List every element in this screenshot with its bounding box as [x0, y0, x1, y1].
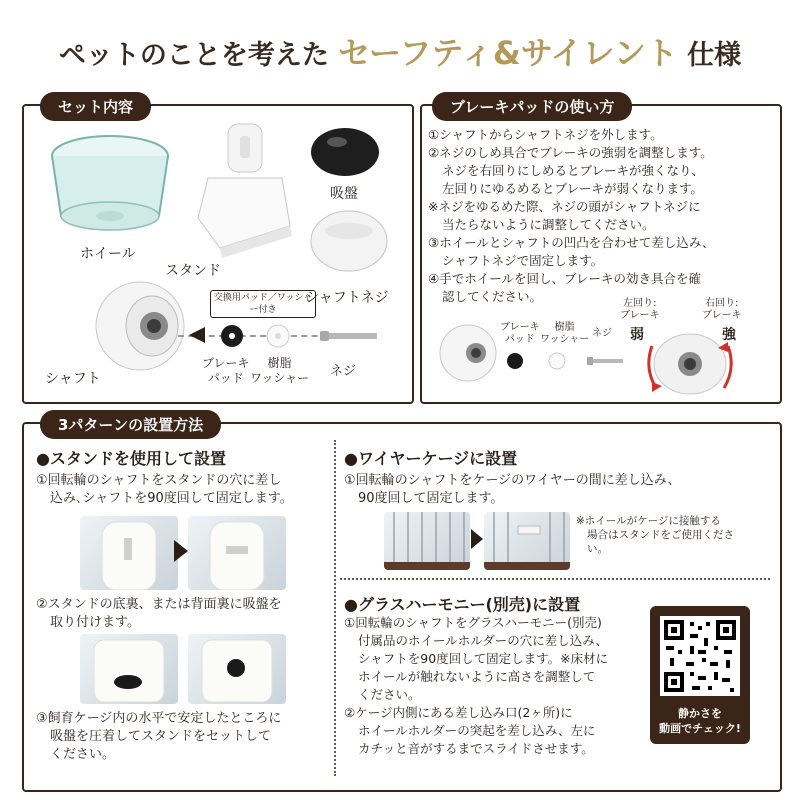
stand-label: スタンド — [165, 263, 221, 279]
diagram-pad-image — [506, 352, 524, 370]
install-tab: 3パターンの設置方法 — [40, 410, 221, 439]
grass-step-2-line3: カチッと音がするまでスライドさせます。 — [358, 741, 594, 756]
stand-step-3 — [36, 710, 328, 764]
brake-step-2-line3: 左回りにゆるめるとブレーキが弱くなります。 — [442, 181, 704, 196]
stand-step-3-line3: ください。 — [50, 747, 116, 762]
brake-pad-tab: ブレーキパッドの使い方 — [432, 92, 632, 121]
stand-step-3-line1: ③飼育ケージ内の水平で安定したところに — [36, 711, 282, 726]
screw-image — [318, 328, 382, 344]
wire-note-line2: 場合はスタンドをご使用くださ — [587, 529, 734, 541]
qr-caption-line1: 静かさを — [678, 707, 722, 720]
suction-label: 吸盤 — [330, 186, 358, 202]
wire-step-1 — [344, 472, 764, 508]
stand-step-1-line2: 込み､シャフトを90度回して固定します。 — [50, 491, 293, 506]
stand-step-1 — [36, 472, 328, 508]
arrow-left-icon — [187, 326, 207, 344]
exchange-parts-text: 交換用パッド／ワッシャー付き — [213, 293, 313, 315]
brake-shaft-image — [438, 322, 500, 384]
grass-steps — [344, 614, 644, 758]
shaft-screw-label: シャフトネジ — [305, 290, 389, 306]
stand-step-2-line1: ②スタンドの底裏、または背面裏に吸盤を — [36, 597, 282, 612]
suction-photo-back — [188, 634, 286, 704]
wire-arrow-icon — [470, 528, 484, 550]
brake-note-line2: 当たらないように調整してください。 — [442, 217, 655, 232]
stand-step-3-line2: 吸盤を圧着してスタンドをセットして — [50, 729, 272, 744]
grass-step-1-line5: ください。 — [358, 687, 421, 702]
page-title — [0, 28, 800, 74]
brake-steps — [428, 126, 773, 306]
stand-image — [190, 118, 300, 258]
install-divider-vertical — [334, 440, 336, 776]
right-turn-label: 右回り: ブレーキ — [702, 298, 742, 321]
grass-step-2-line1: ②ケージ内側にある差し込み口(2ヶ所)に — [344, 705, 573, 720]
qr-caption-line2: 動画でチェック! — [659, 722, 741, 735]
set-contents-tab: セット内容 — [40, 92, 151, 121]
stand-step-2 — [36, 596, 328, 632]
stand-photo-before — [80, 516, 178, 590]
wire-note-line1: ※ホイールがケージに接触する — [576, 515, 721, 527]
rotation-wheel-image — [640, 332, 740, 396]
wheel-label: ホイール — [80, 246, 136, 262]
brake-pad-image — [220, 324, 244, 348]
diagram-washer-image — [548, 352, 566, 370]
wire-photo-after — [484, 512, 570, 570]
qr-caption — [650, 706, 750, 736]
qr-card[interactable] — [650, 606, 750, 744]
stand-photo-after — [188, 516, 286, 590]
wire-step-1-line2: 90度回して固定します。 — [358, 491, 504, 506]
diagram-washer-label: 樹脂 ワッシャー — [540, 322, 590, 345]
wire-photo-before — [384, 512, 470, 570]
suction-cup-image — [305, 122, 385, 182]
wire-note — [576, 514, 734, 556]
resin-washer-image — [266, 324, 290, 348]
strong-label: 強 — [722, 327, 736, 343]
brake-step-2-line2: ネジを右回りにしめるとブレーキが強くなり、 — [442, 163, 705, 178]
brake-step-4: ④手でホイールを回し、ブレーキの効き具合を確 — [428, 271, 701, 286]
weak-label: 弱 — [630, 327, 644, 343]
exchange-parts-badge — [210, 290, 316, 318]
shaft-screw-image — [305, 205, 393, 277]
brake-step-3-line2: シャフトネジで固定します。 — [442, 253, 604, 268]
diagram-pad-label: ブレーキ パッド — [500, 322, 540, 345]
stand-step-2-line2: 取り付けます。 — [50, 615, 140, 630]
grass-step-2-line2: ホイールホルダーの突起を差し込み、左に — [358, 723, 596, 738]
brake-step-3: ③ホイールとシャフトの凹凸を合わせて差し込み、 — [428, 235, 715, 250]
diagram-screw-image — [586, 356, 626, 366]
brake-step-4-line2: 認してください。 — [442, 289, 543, 304]
left-turn-label: 左回り: ブレーキ — [620, 298, 660, 321]
stand-method-heading: ●スタンドを使用して設置 — [36, 449, 226, 468]
brake-note-line1: ※ネジをゆるめた際、ネジの頭がシャフトネジに — [428, 199, 701, 214]
title-accent: セーフティ&サイレント — [338, 34, 678, 72]
grass-step-1-line4: ホイールが触れないように高さを調整して — [358, 669, 596, 684]
grass-step-1-line3: シャフトを90度回して固定します。※床材に — [358, 651, 609, 666]
wheel-image — [45, 128, 175, 238]
wire-note-line3: い。 — [587, 543, 608, 555]
grass-step-1-line1: ①回転輪のシャフトをグラスハーモニー(別売) — [344, 615, 602, 630]
screw-label: ネジ — [330, 364, 357, 379]
wire-step-1-line1: ①回転輪のシャフトをケージのワイヤーの間に差し込み、 — [344, 473, 681, 488]
wire-method-heading: ●ワイヤーケージに設置 — [344, 449, 518, 468]
brake-step-1: ①シャフトからシャフトネジを外します。 — [428, 127, 663, 142]
title-suffix: 仕様 — [687, 40, 742, 71]
shaft-image — [92, 278, 192, 374]
grass-step-1-line2: 付属品のホイールホルダーの穴に差し込み、 — [358, 633, 609, 648]
install-divider-horizontal — [340, 578, 770, 580]
qr-code-icon[interactable] — [660, 616, 740, 696]
diagram-screw-label: ネジ — [592, 328, 612, 339]
stand-step-1-line1: ①回転輪のシャフトをスタンドの穴に差し — [36, 473, 282, 488]
suction-photo-bottom — [80, 634, 178, 704]
brake-pad-label: ブレーキ パッド — [202, 356, 250, 385]
brake-step-2: ②ネジのしめ具合でブレーキの強弱を調整します。 — [428, 145, 713, 160]
resin-washer-label: 樹脂 ワッシャー — [250, 356, 310, 385]
title-prefix: ペットのことを考えた — [58, 40, 329, 71]
grass-method-heading: ●グラスハーモニー(別売)に設置 — [344, 595, 581, 614]
shaft-label: シャフト — [45, 371, 101, 387]
